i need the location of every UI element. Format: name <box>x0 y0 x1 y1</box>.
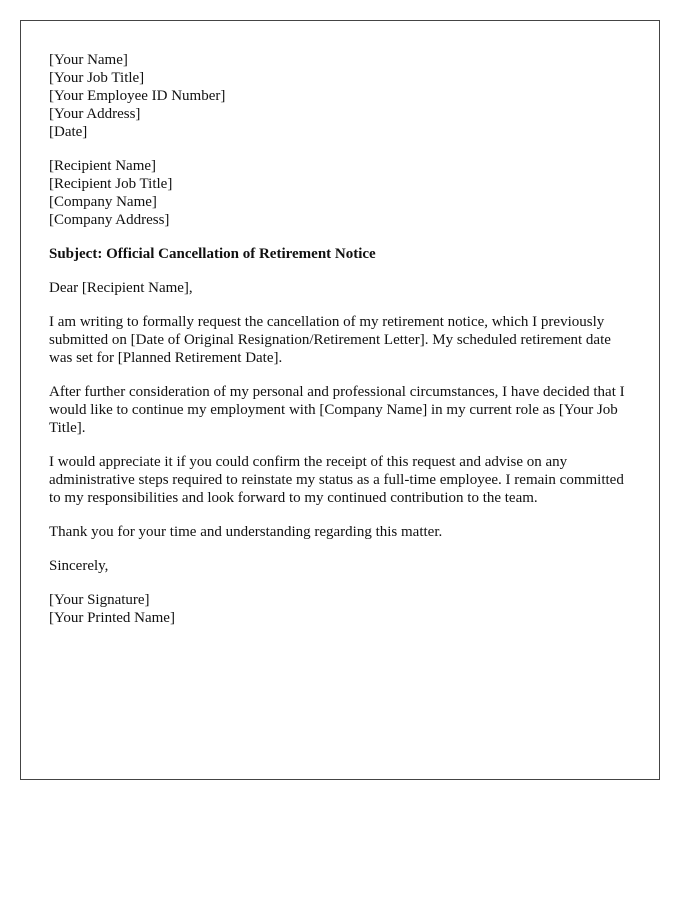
closing: Sincerely, <box>49 558 109 574</box>
sender-block <box>49 51 631 141</box>
body-paragraph-request: I am writing to formally request the cancellation of my retirement notice, which I previously submitted on [Date of Original Resignation/Retirement Letter]. My scheduled retirement date was set for [Planned Retirement Date]. <box>49 314 611 366</box>
letter-date: [Date] <box>49 124 88 140</box>
recipient-name: [Recipient Name] <box>49 158 157 174</box>
recipient-job-title: [Recipient Job Title] <box>49 176 173 192</box>
letter-subject: Subject: Official Cancellation of Retirement Notice <box>49 246 376 262</box>
printed-name: [Your Printed Name] <box>49 610 175 626</box>
body-paragraph-thanks: Thank you for your time and understanding regarding this matter. <box>49 524 443 540</box>
salutation: Dear [Recipient Name], <box>49 280 193 296</box>
body-paragraph-confirmation: I would appreciate it if you could confirm the receipt of this request and advise on any administrative steps required to reinstate my status as a full-time employee. I remain committed to my responsibilities and look forward to my continued contribution to the team. <box>49 454 624 506</box>
signature: [Your Signature] <box>49 592 150 608</box>
sender-job-title: [Your Job Title] <box>49 70 145 86</box>
body-paragraph-decision: After further consideration of my personal and professional circumstances, I have decided that I would like to continue my employment with [Company Name] in my current role as [Your Job Title]. <box>49 384 625 436</box>
sender-name: [Your Name] <box>49 52 128 68</box>
signature-block <box>49 591 631 627</box>
sender-address: [Your Address] <box>49 106 141 122</box>
recipient-block <box>49 157 631 229</box>
recipient-address: [Company Address] <box>49 212 170 228</box>
letter-page <box>20 20 660 780</box>
sender-employee-id: [Your Employee ID Number] <box>49 88 226 104</box>
recipient-company: [Company Name] <box>49 194 157 210</box>
